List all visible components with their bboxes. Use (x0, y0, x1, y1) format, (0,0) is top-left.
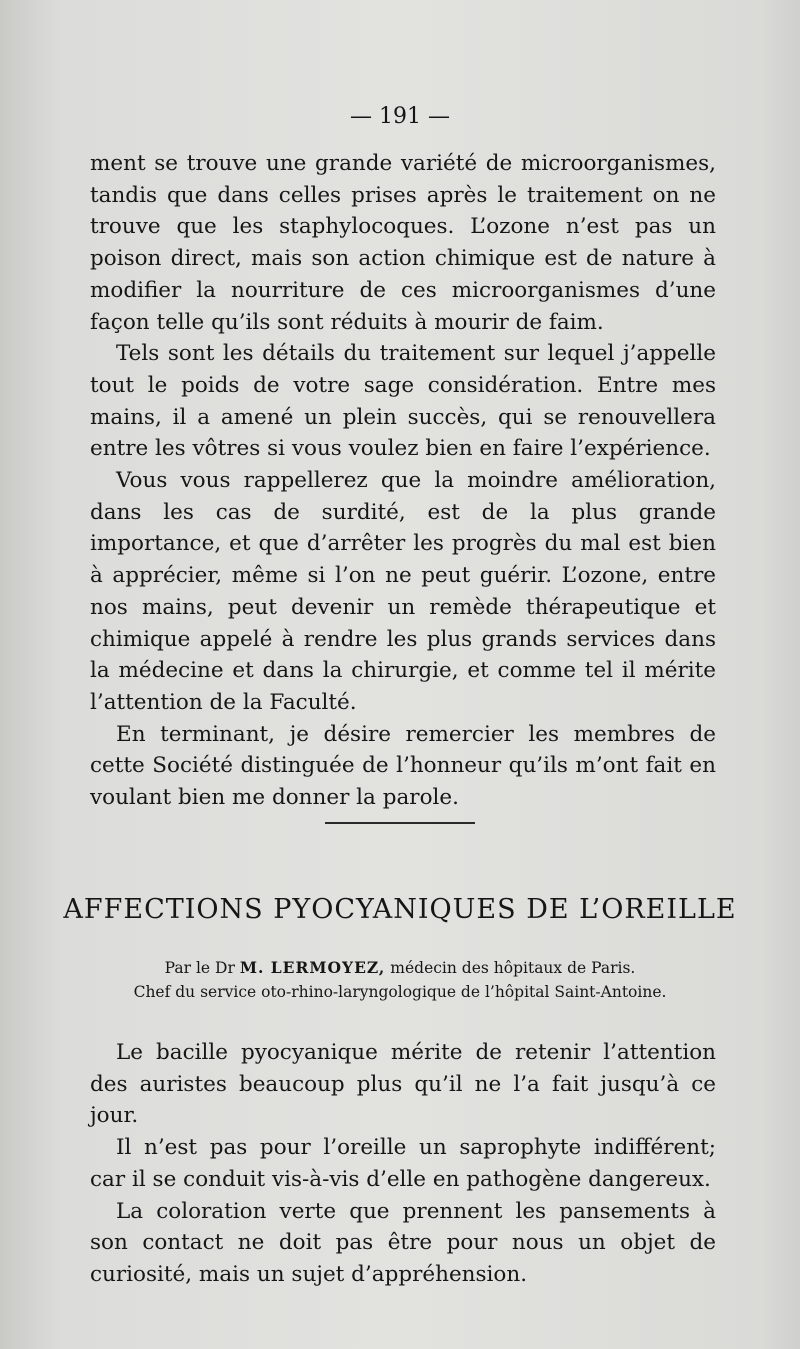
paragraph: ment se trouve une grande variété de microorganismes, tandis que dans celles prises après le traitement on ne trouve que les staphylocoques. L’ozone n’est pas un poison direct, mais son action chimique est de nature à modifier la nourriture de ces microorganismes d’une façon telle qu’ils sont réduits à mourir de faim. (90, 151, 716, 335)
section-divider (325, 822, 475, 824)
previous-article-ending (90, 148, 716, 814)
byline-prefix: Par le Dr (164, 959, 235, 977)
paragraph: Il n’est pas pour l’oreille un saprophyte indifférent; car il se conduit vis-à-vis d’elle en pathogène dangereux. (90, 1135, 716, 1192)
paragraph: La coloration verte que prennent les pansements à son contact ne doit pas être pour nous un objet de curiosité, mais un sujet d’appréhension. (90, 1198, 716, 1287)
page-number: — 191 — (350, 104, 450, 129)
author-line (0, 956, 800, 980)
paragraph: Tels sont les détails du traitement sur lequel j’appelle tout le poids de votre sage considération. Entre mes mains, il a amené un plein succès, qui se renouvellera entre les vôtres si vous voulez bien en faire l’expérience. (90, 341, 716, 462)
byline (0, 956, 800, 1004)
author-affiliation: Chef du service oto-rhino-laryngologique de l’hôpital Saint-Antoine. (133, 983, 667, 1001)
author-title: médecin des hôpitaux de Paris. (390, 959, 636, 977)
article-body (90, 1037, 716, 1291)
article-title: AFFECTIONS PYOCYANIQUES DE L’OREILLE (63, 894, 737, 925)
author-name: M. LERMOYEZ, (239, 958, 386, 977)
paragraph: En terminant, je désire remercier les membres de cette Société distinguée de l’honneur qu’ils m’ont fait en voulant bien me donner la parole. (90, 721, 716, 811)
paragraph: Le bacille pyocyanique mérite de retenir l’attention des auristes beaucoup plus qu’il ne l’a fait jusqu’à ce jour. (90, 1040, 716, 1129)
paragraph: Vous vous rappellerez que la moindre amélioration, dans les cas de surdité, est de la plus grande importance, et que d’arrêter les progrès du mal est bien à apprécier, même si l’on ne peut guérir. L’ozone, entre nos mains, peut devenir un remède thérapeutique et chimique appelé à rendre les plus grands services dans la médecine et dans la chirurgie, et comme tel il mérite l’attention de la Faculté. (90, 468, 716, 715)
